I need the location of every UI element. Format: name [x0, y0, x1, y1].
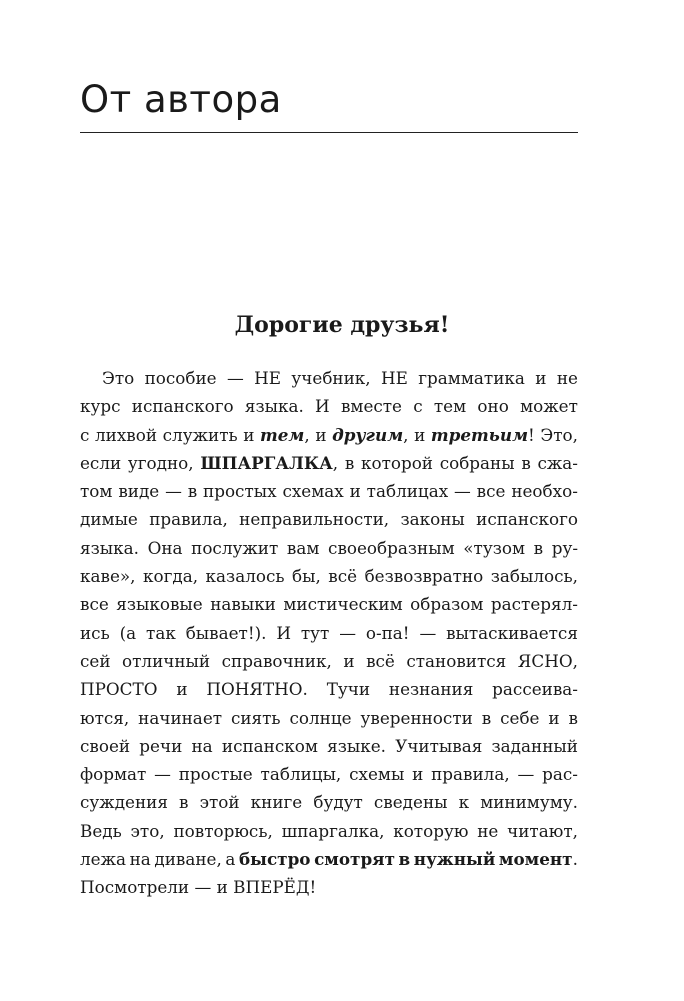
word: простых [203, 481, 277, 502]
text-line [80, 562, 578, 590]
word: нужный [413, 849, 496, 870]
word: и [176, 679, 188, 700]
word: угодно, [127, 452, 194, 473]
word: в [521, 452, 531, 473]
word: в [568, 707, 578, 728]
word: и [349, 481, 361, 502]
word: и [343, 650, 355, 671]
word: каве», [80, 566, 136, 587]
text-line [80, 873, 578, 901]
word: Учитывая [395, 735, 483, 756]
word: оно [477, 396, 509, 417]
word: и [315, 424, 327, 445]
word: бы, [292, 566, 321, 587]
word: будут [313, 792, 363, 813]
word: незнания [388, 679, 474, 700]
word: образом [410, 594, 484, 615]
word: своеобразным [328, 537, 455, 558]
word: в [344, 452, 355, 473]
word: которой [360, 452, 433, 473]
word: таблицы, [260, 764, 342, 785]
word: в [481, 707, 492, 728]
word: речи [139, 735, 183, 756]
word: на [129, 849, 151, 870]
word: момент. [498, 849, 578, 870]
word: виде [118, 481, 160, 502]
word: безвозвратно [364, 566, 484, 587]
word: так [146, 622, 176, 643]
word: сведены [373, 792, 448, 813]
word: уверенности [360, 707, 473, 728]
text-line [80, 421, 578, 449]
word: испанского [476, 509, 578, 530]
word: ись [80, 622, 110, 643]
word: другим, [332, 424, 409, 445]
word: и [216, 877, 228, 898]
word: справочник, [221, 650, 332, 671]
word: законы [400, 509, 465, 530]
word: (а [119, 622, 137, 643]
word: повторюсь, [173, 820, 273, 841]
word: которую [393, 820, 469, 841]
word: схемы [349, 764, 405, 785]
text-line [80, 704, 578, 732]
word: языка. [244, 396, 304, 417]
text-line [80, 534, 578, 562]
word: забылось, [490, 566, 578, 587]
word: учебник, [291, 368, 371, 388]
word: — [194, 877, 212, 898]
word: — [227, 368, 244, 388]
word: сжа- [537, 452, 578, 473]
word: быстро [238, 849, 311, 870]
word: солнце [289, 707, 352, 728]
word: НЕ [381, 368, 408, 388]
word: — [154, 764, 171, 785]
word: а [225, 849, 236, 870]
word: ПОНЯТНО. [206, 679, 308, 700]
word: И [315, 396, 330, 417]
word: это, [130, 820, 165, 841]
word: правила, [149, 509, 228, 530]
word: в [179, 792, 189, 813]
word: ВПЕРЁД! [233, 877, 317, 898]
word: формат [80, 764, 147, 785]
word: своей [80, 735, 131, 756]
word: курс [80, 396, 121, 417]
word: испанского [131, 396, 234, 417]
word: том [80, 481, 113, 502]
word: третьим! [430, 424, 535, 445]
word: пособие [144, 368, 217, 388]
text-line [80, 590, 578, 618]
text-line [80, 788, 578, 816]
word: грамматика [418, 368, 525, 388]
word: все [80, 594, 109, 615]
word: если [80, 452, 122, 473]
word: лихвой [95, 424, 158, 445]
word: — [419, 622, 437, 643]
word: таблицах [366, 481, 449, 502]
text-line [80, 817, 578, 845]
chapter-title: От автора [80, 78, 282, 121]
word: навыки [210, 594, 276, 615]
word: — [517, 764, 535, 785]
word: книге [250, 792, 303, 813]
word: схемах [282, 481, 344, 502]
word: всё [328, 566, 358, 587]
word: и [548, 707, 560, 728]
word: этой [199, 792, 240, 813]
word: Тучи [326, 679, 371, 700]
word: и [243, 424, 255, 445]
word: языка. [80, 537, 139, 558]
word: языке. [327, 735, 386, 756]
word: диване, [154, 849, 222, 870]
word: смотрят [314, 849, 395, 870]
text-line [80, 845, 578, 873]
word: все [476, 481, 506, 502]
word: ру- [551, 537, 578, 558]
word: шпаргалка, [281, 820, 385, 841]
word: читают, [507, 820, 578, 841]
text-line [80, 732, 578, 760]
word: с [413, 396, 423, 417]
word: НЕ [254, 368, 282, 388]
word: необхо- [511, 481, 578, 502]
section-heading: Дорогие друзья! [234, 312, 450, 338]
word: — [454, 481, 471, 502]
word: сей [80, 650, 111, 671]
word: может [520, 396, 578, 417]
word: с [80, 424, 90, 445]
word: ЯСНО, [517, 650, 578, 671]
text-line [80, 449, 578, 477]
word: ШПАРГАЛКА, [200, 452, 339, 473]
word: тем, [260, 424, 310, 445]
word: неправильности, [239, 509, 390, 530]
word: к [458, 792, 470, 813]
text-line [80, 477, 578, 505]
word: минимуму. [480, 792, 578, 813]
word: становится [406, 650, 507, 671]
word: заданный [491, 735, 578, 756]
word: в [533, 537, 544, 558]
word: правила, [431, 764, 510, 785]
word: — [339, 622, 356, 643]
word: ются, [80, 707, 130, 728]
word: вам [286, 537, 320, 558]
word: И [276, 622, 291, 643]
text-line [80, 364, 578, 392]
word: не [556, 368, 578, 388]
word: рассеива- [492, 679, 578, 700]
word: не [477, 820, 499, 841]
word: простые [178, 764, 253, 785]
word: димые [80, 509, 138, 530]
word: тут [300, 622, 330, 643]
word: вместе [340, 396, 402, 417]
word: послужит [191, 537, 279, 558]
word: служить [162, 424, 238, 445]
word: сиять [230, 707, 281, 728]
word: и [414, 424, 426, 445]
word: Она [147, 537, 183, 558]
word: на [191, 735, 213, 756]
text-line [80, 760, 578, 788]
word: Это [102, 368, 135, 388]
word: в [187, 481, 198, 502]
word: «тузом [463, 537, 525, 558]
word: бывает!). [185, 622, 267, 643]
word: собраны [439, 452, 515, 473]
word: языковые [116, 594, 203, 615]
word: в [398, 849, 411, 870]
word: всё [366, 650, 395, 671]
word: и [412, 764, 424, 785]
word: о-па! [365, 622, 410, 643]
word: растерял- [490, 594, 578, 615]
word: ПРОСТО [80, 679, 158, 700]
title-underline-rule [80, 132, 578, 133]
word: тем [433, 396, 467, 417]
word: рас- [542, 764, 578, 785]
word: испанском [221, 735, 318, 756]
body-paragraph [80, 364, 578, 902]
text-line [80, 505, 578, 533]
word: начинает [138, 707, 223, 728]
word: казалось [205, 566, 285, 587]
text-line [80, 619, 578, 647]
word: Посмотрели [80, 877, 190, 898]
word: Ведь [80, 820, 122, 841]
word: и [535, 368, 547, 388]
word: вытаскивается [446, 622, 578, 643]
word: лежа [80, 849, 127, 870]
word: Это, [540, 424, 578, 445]
word: отличный [122, 650, 211, 671]
word: мистическим [283, 594, 403, 615]
text-line [80, 647, 578, 675]
text-line [80, 675, 578, 703]
word: — [165, 481, 182, 502]
word: себе [500, 707, 540, 728]
word: когда, [142, 566, 199, 587]
word: суждения [80, 792, 168, 813]
text-line [80, 392, 578, 420]
